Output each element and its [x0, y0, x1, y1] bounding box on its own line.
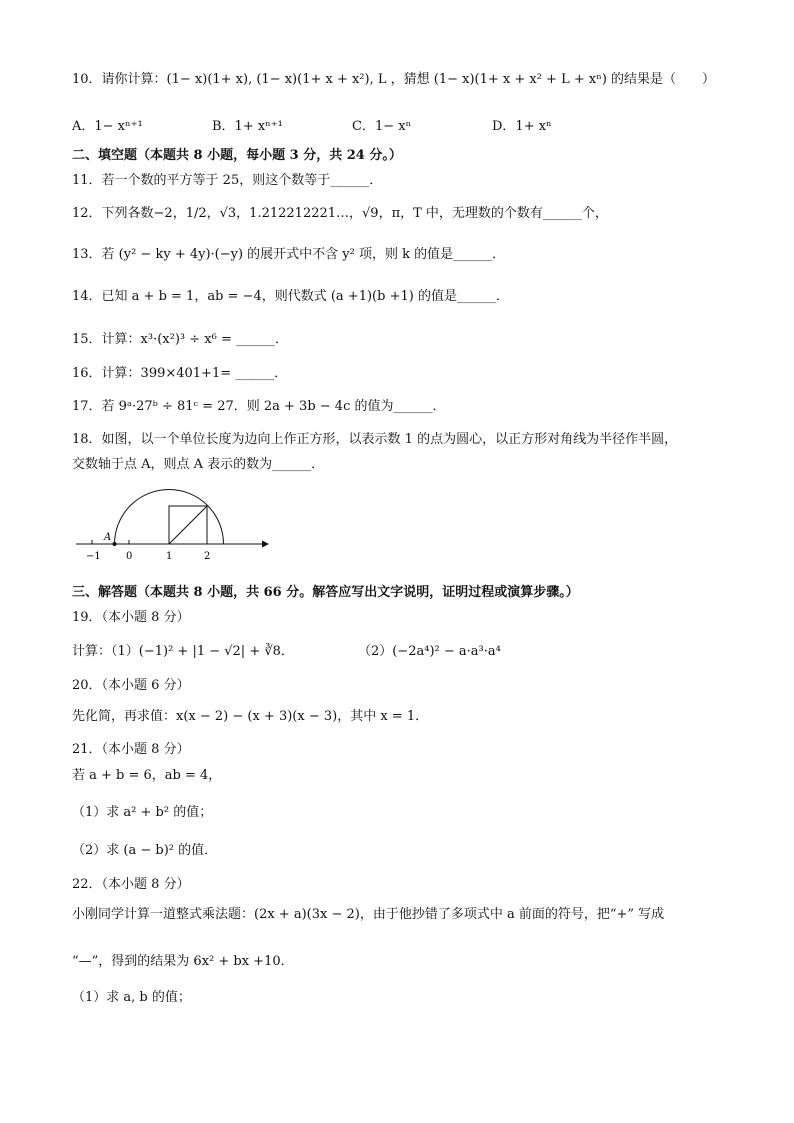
q21-part2: （2）求 (a − b)² 的值． [72, 843, 218, 858]
q21-part1: （1）求 a² + b² 的值； [72, 805, 213, 820]
question-12: 12．下列各数−2，1/2，√3，1.212212221…，√9，π，T 中，无理数的个数有______个， [72, 206, 608, 221]
number-line-figure [72, 480, 272, 565]
tick-label-2: 2 [204, 551, 211, 562]
q10-option-d: D．1+ xⁿ [492, 119, 552, 134]
q10-option-b: B．1+ xⁿ⁺¹ [212, 119, 283, 134]
q10-option-c: C．1− xⁿ [352, 119, 412, 134]
q21-heading: 21．（本小题 8 分） [72, 742, 190, 757]
square-diagonal [169, 506, 207, 544]
tick-label-neg1: −1 [86, 551, 101, 562]
question-15: 15．计算：x³·(x²)³ ÷ x⁶ = ______． [72, 332, 288, 347]
q22-text-line2: “—”，得到的结果为 6x² + bx +10． [72, 954, 294, 969]
question-11: 11．若一个数的平方等于 25，则这个数等于______． [72, 173, 383, 188]
question-17: 17．若 9ᵃ·27ᵇ ÷ 81ᶜ = 27．则 2a + 3b − 4c 的值为______． [72, 399, 446, 414]
tick-label-1: 1 [166, 551, 173, 562]
q20-text: 先化简，再求值：x(x − 2) − (x + 3)(x − 3)，其中 x = 1． [72, 709, 429, 724]
q10-text: 10．请你计算：(1− x)(1+ x), (1− x)(1+ x + x²), L ，猜想 (1− x)(1+ x + x² + L + xⁿ) 的结果是（ ） [72, 72, 716, 87]
point-a-label: A [104, 532, 112, 543]
q19-part1: 计算：（1）(−1)² + |1 − √2| + ∛8． [72, 644, 294, 659]
question-16: 16．计算：399×401+1= ______． [72, 366, 288, 381]
q22-text-line1: 小刚同学计算一道整式乘法题：(2x + a)(3x − 2)，由于他抄错了多项式中 a 前面的符号，把“+” 写成 [72, 907, 665, 922]
q22-part1: （1）求 a, b 的值； [72, 990, 191, 1005]
section-solve-heading: 三、解答题（本题共 8 小题，共 66 分。解答应写出文字说明，证明过程或演算步骤。） [72, 585, 579, 600]
q21-text: 若 a + b = 6，ab = 4， [72, 768, 222, 783]
q19-part2: （2）(−2a⁴)² − a·a³·a⁴ [358, 644, 501, 659]
q22-heading: 22．（本小题 8 分） [72, 877, 190, 892]
section-fill-heading: 二、填空题（本题共 8 小题，每小题 3 分，共 24 分。） [72, 148, 402, 163]
axis-arrow [262, 541, 269, 548]
q20-heading: 20．（本小题 6 分） [72, 678, 190, 693]
question-13: 13．若 (y² − ky + 4y)·(−y) 的展开式中不含 y² 项，则 k 的值是______． [72, 247, 506, 262]
point-a [113, 542, 117, 546]
question-14: 14．已知 a + b = 1，ab = −4，则代数式 (a +1)(b +1) 的值是______． [72, 289, 509, 304]
q10-option-a: A．1− xⁿ⁺¹ [72, 119, 143, 134]
tick-label-0: 0 [126, 551, 133, 562]
question-18-line2: 交数轴于点 A，则点 A 表示的数为______． [72, 457, 325, 472]
question-18-line1: 18．如图，以一个单位长度为边向上作正方形，以表示数 1 的点为圆心，以正方形对角线为半径作半圆， [72, 432, 678, 447]
q19-heading: 19．（本小题 8 分） [72, 610, 190, 625]
